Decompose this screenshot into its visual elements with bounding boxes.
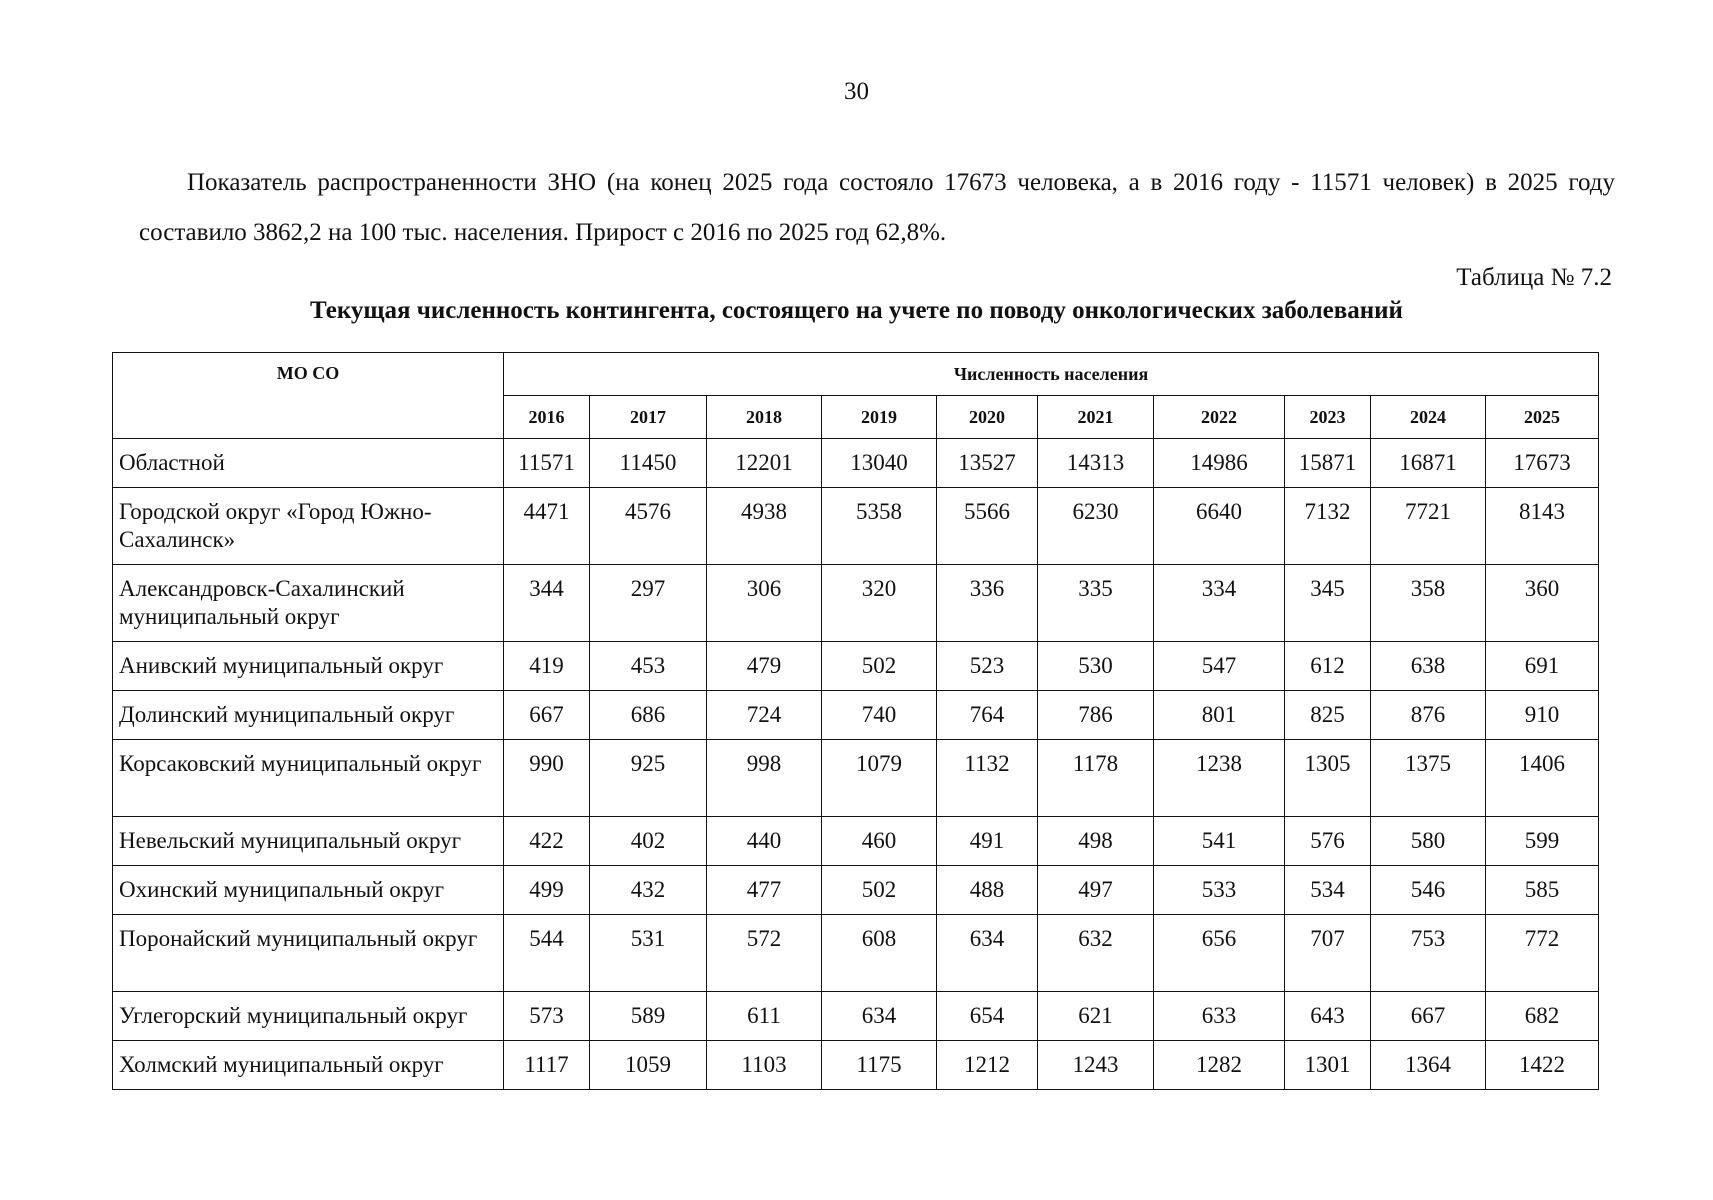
value-cell: 360 (1486, 565, 1599, 642)
value-cell: 358 (1371, 565, 1486, 642)
region-name: Городской округ «Город Южно-Сахалинск» (113, 488, 504, 565)
value-cell: 638 (1371, 642, 1486, 691)
value-cell: 334 (1154, 565, 1285, 642)
value-cell: 6230 (1038, 488, 1154, 565)
value-cell: 1059 (590, 1041, 707, 1090)
value-cell: 498 (1038, 817, 1154, 866)
value-cell: 5358 (822, 488, 937, 565)
year-header: 2024 (1371, 396, 1486, 439)
value-cell: 523 (937, 642, 1038, 691)
value-cell: 11571 (504, 439, 590, 488)
value-cell: 643 (1285, 992, 1371, 1041)
year-header: 2019 (822, 396, 937, 439)
value-cell: 589 (590, 992, 707, 1041)
value-cell: 585 (1486, 866, 1599, 915)
value-cell: 4576 (590, 488, 707, 565)
value-cell: 682 (1486, 992, 1599, 1041)
value-cell: 633 (1154, 992, 1285, 1041)
value-cell: 707 (1285, 915, 1371, 992)
value-cell: 344 (504, 565, 590, 642)
value-cell: 297 (590, 565, 707, 642)
year-header: 2018 (707, 396, 822, 439)
region-name: Поронайский муниципальный округ (113, 915, 504, 992)
value-cell: 667 (504, 691, 590, 740)
value-cell: 724 (707, 691, 822, 740)
table-row (113, 817, 1599, 866)
value-cell: 4471 (504, 488, 590, 565)
region-name: Углегорский муниципальный округ (113, 992, 504, 1041)
value-cell: 453 (590, 642, 707, 691)
value-cell: 502 (822, 866, 937, 915)
value-cell: 11450 (590, 439, 707, 488)
value-cell: 5566 (937, 488, 1038, 565)
value-cell: 573 (504, 992, 590, 1041)
value-cell: 546 (1371, 866, 1486, 915)
value-cell: 612 (1285, 642, 1371, 691)
table-row (113, 992, 1599, 1041)
value-cell: 764 (937, 691, 1038, 740)
value-cell: 13527 (937, 439, 1038, 488)
value-cell: 422 (504, 817, 590, 866)
value-cell: 533 (1154, 866, 1285, 915)
value-cell: 497 (1038, 866, 1154, 915)
value-cell: 772 (1486, 915, 1599, 992)
value-cell: 1375 (1371, 740, 1486, 817)
year-header: 2021 (1038, 396, 1154, 439)
table-row (113, 866, 1599, 915)
value-cell: 491 (937, 817, 1038, 866)
value-cell: 1364 (1371, 1041, 1486, 1090)
value-cell: 1406 (1486, 740, 1599, 817)
value-cell: 608 (822, 915, 937, 992)
value-cell: 1238 (1154, 740, 1285, 817)
region-name: Невельский муниципальный округ (113, 817, 504, 866)
table-row (113, 915, 1599, 992)
value-cell: 621 (1038, 992, 1154, 1041)
value-cell: 402 (590, 817, 707, 866)
value-cell: 691 (1486, 642, 1599, 691)
value-cell: 1178 (1038, 740, 1154, 817)
value-cell: 530 (1038, 642, 1154, 691)
value-cell: 910 (1486, 691, 1599, 740)
region-name: Анивский муниципальный округ (113, 642, 504, 691)
year-header: 2022 (1154, 396, 1285, 439)
value-cell: 576 (1285, 817, 1371, 866)
value-cell: 477 (707, 866, 822, 915)
value-cell: 534 (1285, 866, 1371, 915)
table-row (113, 740, 1599, 817)
value-cell: 320 (822, 565, 937, 642)
value-cell: 345 (1285, 565, 1371, 642)
value-cell: 801 (1154, 691, 1285, 740)
value-cell: 1422 (1486, 1041, 1599, 1090)
value-cell: 499 (504, 866, 590, 915)
value-cell: 825 (1285, 691, 1371, 740)
corner-header: МО СО (113, 353, 504, 439)
value-cell: 686 (590, 691, 707, 740)
value-cell: 998 (707, 740, 822, 817)
value-cell: 580 (1371, 817, 1486, 866)
value-cell: 336 (937, 565, 1038, 642)
region-name: Холмский муниципальный округ (113, 1041, 504, 1090)
value-cell: 1301 (1285, 1041, 1371, 1090)
region-name: Охинский муниципальный округ (113, 866, 504, 915)
value-cell: 547 (1154, 642, 1285, 691)
value-cell: 753 (1371, 915, 1486, 992)
value-cell: 488 (937, 866, 1038, 915)
value-cell: 667 (1371, 992, 1486, 1041)
value-cell: 599 (1486, 817, 1599, 866)
value-cell: 786 (1038, 691, 1154, 740)
value-cell: 7721 (1371, 488, 1486, 565)
table-row (113, 488, 1599, 565)
value-cell: 17673 (1486, 439, 1599, 488)
value-cell: 16871 (1371, 439, 1486, 488)
value-cell: 335 (1038, 565, 1154, 642)
value-cell: 654 (937, 992, 1038, 1041)
table-row (113, 565, 1599, 642)
value-cell: 14313 (1038, 439, 1154, 488)
value-cell: 8143 (1486, 488, 1599, 565)
value-cell: 876 (1371, 691, 1486, 740)
value-cell: 12201 (707, 439, 822, 488)
population-table (112, 352, 1599, 1090)
value-cell: 1212 (937, 1041, 1038, 1090)
intro-paragraph: Показатель распространенности ЗНО (на конец 2025 года состояло 17673 человека, а в 2016 году - 11571 человек) в 2025 году составило 3862,2 на 100 тыс. населения. Прирост с 2016 по 2025 год 62,8%. (139, 169, 1615, 246)
table-row (113, 642, 1599, 691)
group-header: Численность населения (504, 353, 1599, 396)
value-cell: 1079 (822, 740, 937, 817)
value-cell: 306 (707, 565, 822, 642)
year-header: 2023 (1285, 396, 1371, 439)
value-cell: 572 (707, 915, 822, 992)
value-cell: 14986 (1154, 439, 1285, 488)
value-cell: 925 (590, 740, 707, 817)
value-cell: 1243 (1038, 1041, 1154, 1090)
value-cell: 460 (822, 817, 937, 866)
value-cell: 432 (590, 866, 707, 915)
value-cell: 634 (822, 992, 937, 1041)
value-cell: 479 (707, 642, 822, 691)
year-header: 2016 (504, 396, 590, 439)
value-cell: 1117 (504, 1041, 590, 1090)
value-cell: 6640 (1154, 488, 1285, 565)
region-name: Областной (113, 439, 504, 488)
year-header: 2020 (937, 396, 1038, 439)
table-row (113, 691, 1599, 740)
value-cell: 634 (937, 915, 1038, 992)
value-cell: 656 (1154, 915, 1285, 992)
value-cell: 1305 (1285, 740, 1371, 817)
table-caption: Таблица № 7.2 (1456, 264, 1612, 291)
value-cell: 1103 (707, 1041, 822, 1090)
year-header: 2017 (590, 396, 707, 439)
region-name: Корсаковский муниципальный округ (113, 740, 504, 817)
value-cell: 1132 (937, 740, 1038, 817)
value-cell: 544 (504, 915, 590, 992)
value-cell: 990 (504, 740, 590, 817)
value-cell: 1282 (1154, 1041, 1285, 1090)
value-cell: 541 (1154, 817, 1285, 866)
region-name: Долинский муниципальный округ (113, 691, 504, 740)
value-cell: 502 (822, 642, 937, 691)
value-cell: 13040 (822, 439, 937, 488)
value-cell: 632 (1038, 915, 1154, 992)
year-header: 2025 (1486, 396, 1599, 439)
value-cell: 740 (822, 691, 937, 740)
value-cell: 15871 (1285, 439, 1371, 488)
region-name: Александровск-Сахалинский муниципальный округ (113, 565, 504, 642)
page-number: 30 (844, 78, 869, 105)
value-cell: 440 (707, 817, 822, 866)
value-cell: 419 (504, 642, 590, 691)
table-header-row (113, 353, 1599, 396)
value-cell: 531 (590, 915, 707, 992)
value-cell: 7132 (1285, 488, 1371, 565)
table-row (113, 1041, 1599, 1090)
value-cell: 4938 (707, 488, 822, 565)
table-title: Текущая численность контингента, состоящего на учете по поводу онкологических заболеваний (310, 297, 1403, 324)
value-cell: 611 (707, 992, 822, 1041)
value-cell: 1175 (822, 1041, 937, 1090)
table-row (113, 439, 1599, 488)
